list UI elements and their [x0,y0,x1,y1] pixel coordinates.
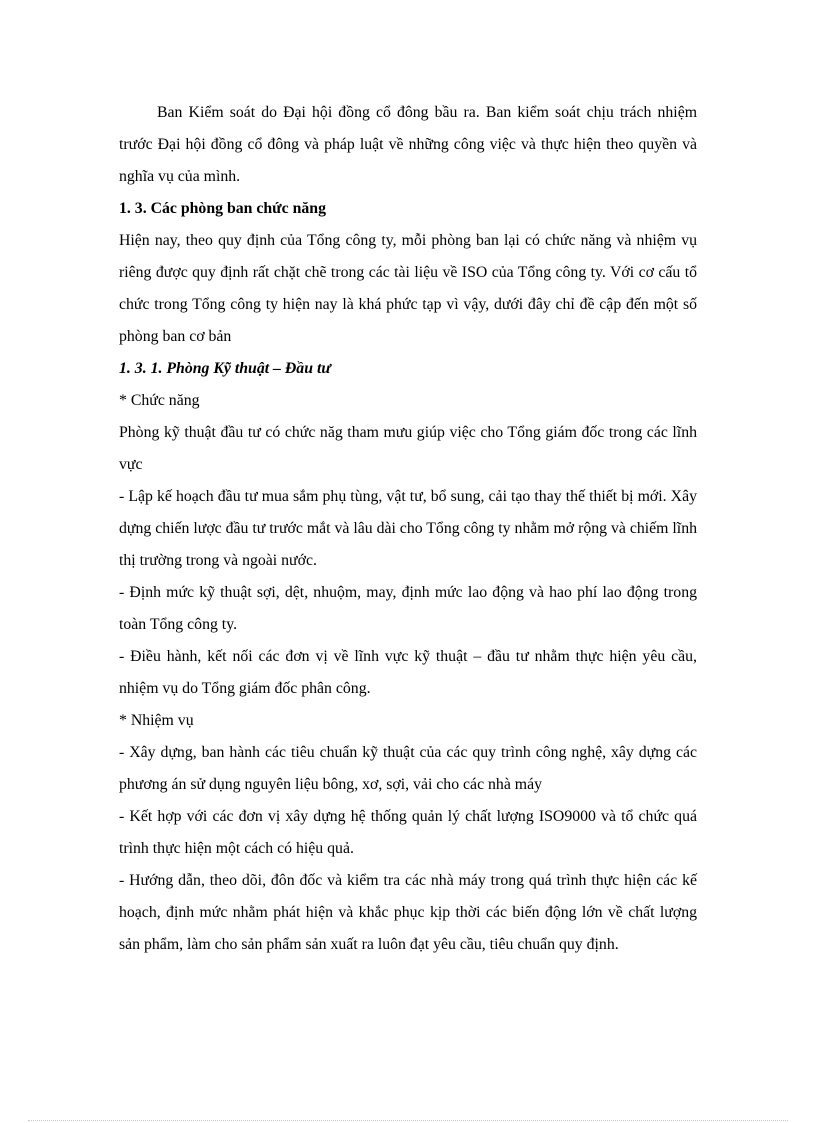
subsection-heading-ky-thuat-dau-tu: 1. 3. 1. Phòng Kỹ thuật – Đầu tư [119,360,331,377]
list-item-dinh-muc: - Định mức kỹ thuật sợi, dệt, nhuộm, may, định mức lao động và hao phí lao động trong toàn Tổng công ty. [119,584,697,633]
document-page [119,97,697,961]
page-bottom-divider [28,1120,788,1121]
list-item-dieu-hanh: - Điều hành, kết nối các đơn vị về lĩnh vực kỹ thuật – đầu tư nhằm thực hiện yêu cầu, nhiệm vụ do Tổng giám đốc phân công. [119,648,697,697]
list-item-huong-dan: - Hướng dẫn, theo dõi, đôn đốc và kiểm tra các nhà máy trong quá trình thực hiện các kế hoạch, định mức nhằm phát hiện và khắc phục kịp thời các biến động lớn về chất lượng sản phẩm, làm cho sản phẩm sản xuất ra luôn đạt yêu cầu, tiêu chuẩn quy định. [119,872,697,953]
paragraph-ban-kiem-soat: Ban Kiểm soát do Đại hội đồng cổ đông bầu ra. Ban kiểm soát chịu trách nhiệm trước Đại hội đồng cổ đông và pháp luật về những công việc và thực hiện theo quyền và nghĩa vụ của mình. [119,104,697,185]
list-item-ket-hop: - Kết hợp với các đơn vị xây dựng hệ thống quản lý chất lượng ISO9000 và tổ chức quá trình thực hiện một cách có hiệu quả. [119,808,697,857]
list-item-lap-ke-hoach: - Lập kế hoạch đầu tư mua sắm phụ tùng, vật tư, bổ sung, cải tạo thay thế thiết bị mới. Xây dựng chiến lược đầu tư trước mắt và lâu dài cho Tổng công ty nhằm mở rộng và chiếm lĩnh thị trường trong và ngoài nước. [119,488,697,569]
section-heading-phong-ban: 1. 3. Các phòng ban chức năng [119,200,326,217]
paragraph-chuc-nang-intro: Phòng kỹ thuật đầu tư có chức năg tham mưu giúp việc cho Tổng giám đốc trong các lĩnh vực [119,424,697,473]
label-nhiem-vu: * Nhiệm vụ [119,712,194,729]
list-item-xay-dung: - Xây dựng, ban hành các tiêu chuẩn kỹ thuật của các quy trình công nghệ, xây dựng các phương án sử dụng nguyên liệu bông, xơ, sợi, vải cho các nhà máy [119,744,697,793]
paragraph-hien-nay: Hiện nay, theo quy định của Tổng công ty, mỗi phòng ban lại có chức năng và nhiệm vụ riêng được quy định rất chặt chẽ trong các tài liệu về ISO của Tổng công ty. Với cơ cấu tổ chức trong Tổng công ty hiện nay là khá phức tạp vì vậy, dưới đây chỉ đề cập đến một số phòng ban cơ bản [119,232,697,345]
label-chuc-nang: * Chức năng [119,392,200,409]
